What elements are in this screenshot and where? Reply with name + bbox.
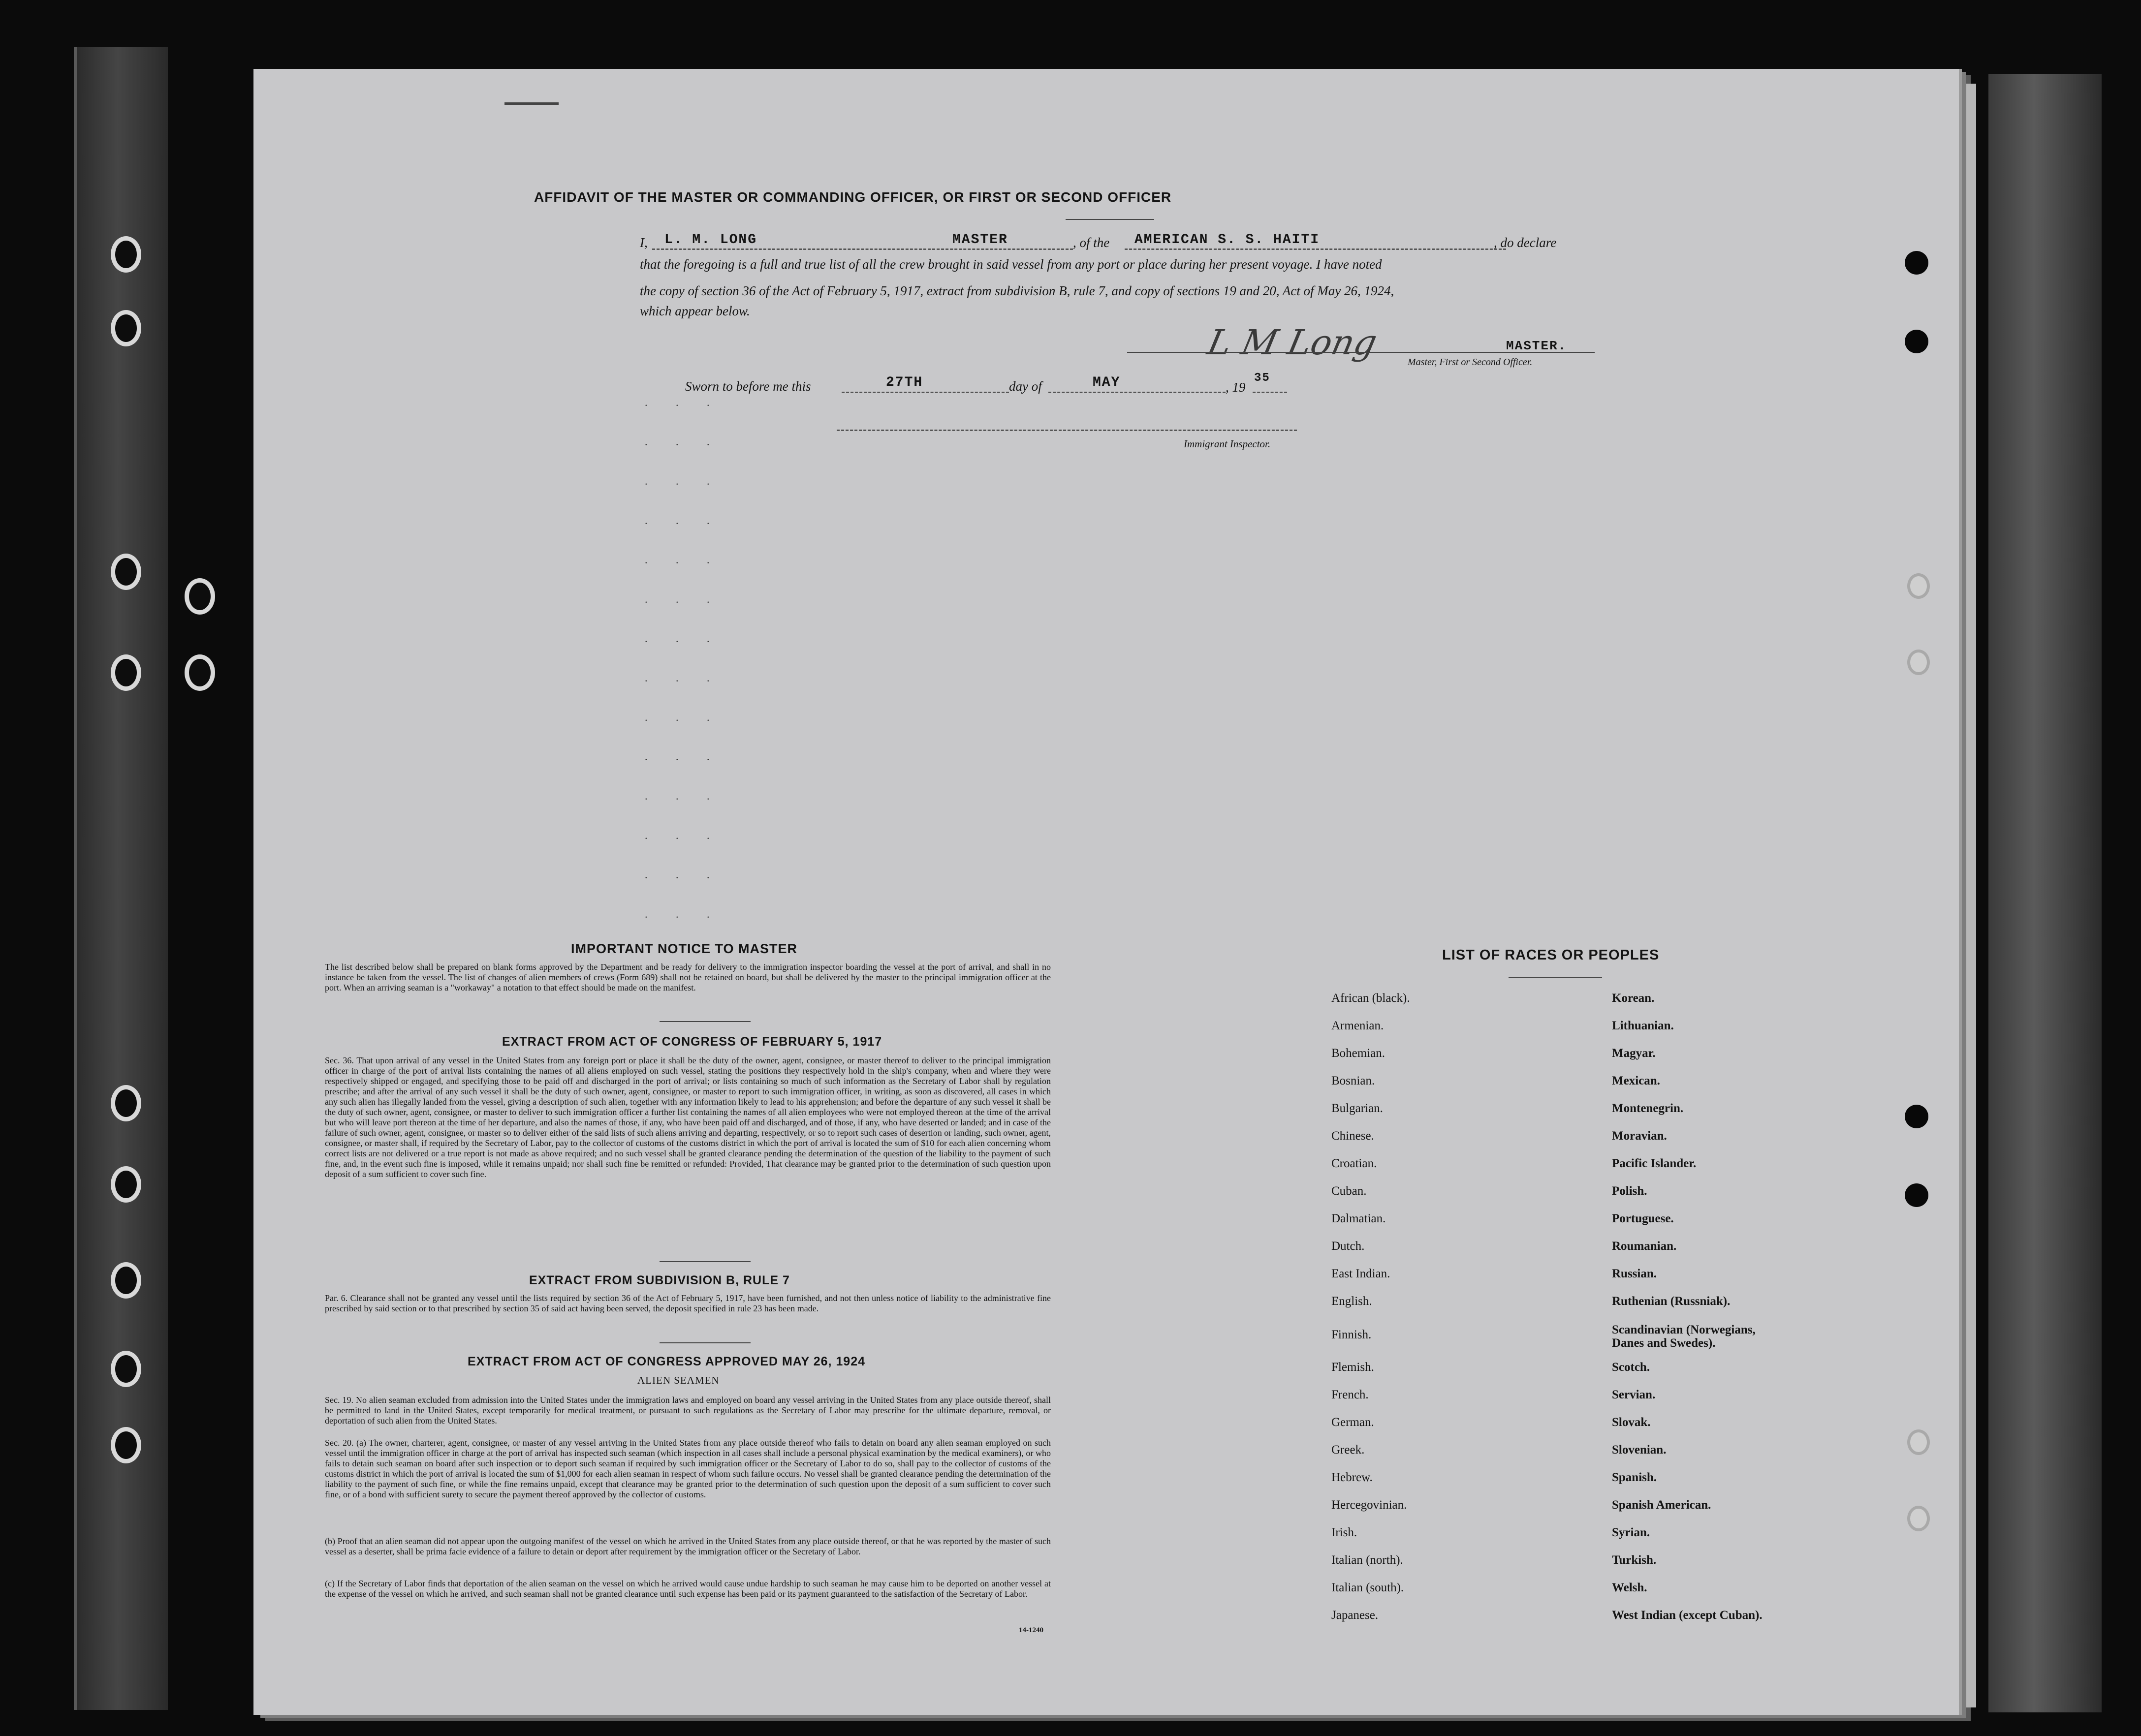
affidavit-title: AFFIDAVIT OF THE MASTER OR COMMANDING OFFICER, OR FIRST OR SECOND OFFICER [534,189,1172,205]
affidavit-line-2: that the foregoing is a full and true list of all the crew brought in said vessel from any port or place during her present voyage. I have noted [640,257,1382,272]
vessel-name: AMERICAN S. S. HAITI [1134,232,1320,248]
race-item: German. [1331,1416,1374,1429]
binder-hole [111,1262,141,1299]
race-item: Magyar. [1612,1047,1656,1060]
dot-marks: . . . [645,672,723,684]
inspector-caption: Immigrant Inspector. [1184,438,1271,450]
race-item: Scandinavian (Norwegians, Danes and Swedes). [1612,1323,1756,1350]
sworn-day: 27TH [886,375,923,390]
dot-marks: . . . [645,750,723,763]
dot-marks: . . . [645,908,723,920]
binder-hole [111,1085,141,1121]
dot-marks: . . . [645,435,723,448]
race-item: Armenian. [1331,1019,1384,1032]
race-item: Bohemian. [1331,1047,1385,1060]
race-item: Bulgarian. [1331,1102,1383,1115]
races-divider [1509,977,1602,978]
top-mark [504,102,559,105]
race-item: Italian (north). [1331,1553,1403,1567]
race-item: Chinese. [1331,1129,1374,1143]
binder-hole [1905,251,1928,275]
binder-hole [111,554,141,590]
race-item: Slovenian. [1612,1443,1667,1457]
race-item: Hebrew. [1331,1471,1373,1484]
race-item: Lithuanian. [1612,1019,1674,1032]
extract-1917-body: Sec. 36. That upon arrival of any vessel in the United States from any foreign port or place it shall be the duty of the owner, agent, consignee, or master thereof to deliver to the principal immigration officer in charge of the port of arrival lists containing the names of all aliens employed on such vessel, stating the positions they respectively hold in the ship's company, when and where they were respectively shipped or engaged, and specifying those to be paid off and discharged in the port of arrival; or lists containing so much of such information as the Secretary of Labor shall by regulation prescribe; and after the arrival of any such vessel it shall be the duty of such owner, agent, consignee, or master to report to such immigration officer, in writing, as soon as discovered, all cases in which any such alien has illegally landed from the vessel, giving a description of such alien, together with any information likely to lead to his apprehension; and before the departure of any such vessel it shall be the duty of such owner, agent, consignee, or master to deliver to such immigration officer a further list containing the names of all alien employees who were not employed thereon at the time of the arrival but who will leave port thereon at the time of her departure, and also the names of those, if any, who have been paid off and discharged, and of those, if any, who have deserted or landed; and in case of the failure of such owner, agent, consignee, or master so to deliver either of the said lists of such aliens arriving and departing, respectively, or so to report such cases of desertion or landing, such owner, agent, consignee, or master shall, if required by the Secretary of Labor, pay to the collector of customs of the customs district in which the port of arrival is located the sum of $10 for each alien concerning whom correct lists are not delivered or a true report is not made as above required; and no such vessel shall be granted clearance pending the determination of the question of the liability to the payment of such fine, and, in the event such fine is imposed, while it remains unpaid; nor shall such fine be remitted or refunded: Provided, That clearance may be granted prior to the determination of such question upon deposit of a sum sufficient to cover such fine. [325,1055,1051,1179]
sworn-month: MAY [1093,375,1121,390]
form-number: 14-1240 [1019,1626,1043,1634]
dot-marks: . . . [645,593,723,605]
sec-20a-text: Sec. 20. (a) The owner, charterer, agent, consignee, or master of any vessel arriving in the United States from any place outside thereof who fails to detain on board any alien seaman employed on such vessel until the immigration officer in charge at the port of arrival has inspected such seaman (which inspection in all cases shall include a personal physical examination by the medical examiners), or who fails to detain such seaman on board after such inspection or to deport such seaman if required by such immigration officer or the Secretary of Labor to do so, shall pay to the collector of customs of the customs district in which the port of arrival is located the sum of $1,000 for each alien seaman in respect of whom such failure occurs. No vessel shall be granted clearance pending the determination of the liability to the payment of such fine, or while the fine remains unpaid, except that clearance may be granted prior to the determination of such question upon the deposit of a sum sufficient to cover such fine, or of a bond with sufficient surety to secure the payment thereof approved by the collector of customs. [325,1438,1051,1499]
binder-hole [1905,1183,1928,1207]
signature-caption: Master, First or Second Officer. [1408,357,1533,368]
dot-marks: . . . [645,632,723,645]
dot-marks: . . . [645,868,723,881]
binder-hole [111,310,141,346]
race-item: Italian (south). [1331,1581,1404,1594]
dot-marks: . . . [645,711,723,723]
subdivision-b-title: EXTRACT FROM SUBDIVISION B, RULE 7 [529,1273,790,1287]
do-declare-label: , do declare [1494,235,1557,250]
binder-hole [1907,1506,1930,1531]
binder-hole [1907,573,1930,599]
race-item: Mexican. [1612,1074,1660,1087]
affidavit-line-3: the copy of section 36 of the Act of February 5, 1917, extract from subdivision B, rule 7, and copy of sections 19 and 20, Act of May 26, 1924, [640,283,1394,298]
of-the-label: , of the [1073,235,1110,250]
race-item: Japanese. [1331,1609,1379,1622]
section-divider [660,1261,751,1262]
sworn-label: Sworn to before me this [685,379,811,394]
dot-marks: . . . [645,790,723,802]
binder-hole [111,1166,141,1203]
master-signature: L M Long [1204,322,1381,363]
race-item: Ruthenian (Russniak). [1612,1295,1731,1308]
sec-19-text: Sec. 19. No alien seaman excluded from admission into the United States under the immigration laws and employed on board any vessel arriving in the United States from any place outside thereof, shall be permitted to land in the United States, except temporarily for medical treatment, or pursuant to such regulations as the Secretary of Labor may prescribe for the ultimate departure, removal, or deportation of such alien from the United States. [325,1395,1051,1426]
master-name: L. M. LONG [664,232,757,248]
race-item: Polish. [1612,1184,1647,1198]
binder-hole [1905,330,1928,353]
race-item: Spanish American. [1612,1498,1711,1512]
sec-20c-text: (c) If the Secretary of Labor finds that deportation of the alien seaman on the vessel on which he arrived would cause undue hardship to such seaman he may cause him to be deported on another vessel at the expense of the vessel on which he arrived, and such seaman shall not be granted clearance until such expense has been paid or its payment guaranteed to the satisfaction of the Secretary of Labor. [325,1579,1051,1599]
race-item: Croatian. [1331,1157,1377,1170]
race-item: English. [1331,1295,1372,1308]
title-divider [1066,219,1154,220]
signature-title: MASTER. [1506,339,1567,353]
binder-hole [111,654,141,691]
dot-marks: . . . [645,554,723,566]
binder-hole [111,1427,141,1463]
race-item: Moravian. [1612,1129,1667,1143]
race-item: Flemish. [1331,1361,1374,1374]
binder-hole [1905,1105,1928,1128]
dot-marks: . . . [645,475,723,487]
month-underline [1048,392,1226,393]
subdivision-b-body: Par. 6. Clearance shall not be granted any vessel until the lists required by section 36 of the Act of February 5, 1917, have been furnished, and not then unless notice of liability to the administrative fine prescribed by said section or to that prescribed by section 35 of said act having been served, the deposit specified in rule 23 has been made. [325,1293,1051,1313]
race-item: Greek. [1331,1443,1365,1457]
master-rank: MASTER [952,232,1008,248]
year-suffix: 35 [1254,372,1270,385]
name-underline [652,248,1073,250]
race-item: Dalmatian. [1331,1212,1386,1225]
race-item: Bosnian. [1331,1074,1375,1087]
race-item: Montenegrin. [1612,1102,1684,1115]
race-item: Scotch. [1612,1361,1650,1374]
race-item: Finnish. [1331,1328,1372,1341]
race-item: Syrian. [1612,1526,1650,1539]
dot-marks: . . . [645,829,723,841]
race-item: Pacific Islander. [1612,1157,1697,1170]
race-item: Hercegovinian. [1331,1498,1407,1512]
race-item: East Indian. [1331,1267,1390,1280]
affidavit-i-label: I, [640,235,648,250]
dot-marks: . . . [645,514,723,527]
race-item: Cuban. [1331,1184,1367,1198]
race-item: Irish. [1331,1526,1357,1539]
binder-hole [1907,1429,1930,1455]
race-item: Slovak. [1612,1416,1651,1429]
race-item: Portuguese. [1612,1212,1674,1225]
binder-hole [111,1351,141,1387]
affidavit-line-4: which appear below. [640,304,750,318]
vessel-underline [1125,248,1506,250]
binder-hole [111,236,141,273]
race-item: West Indian (except Cuban). [1612,1609,1763,1622]
sec-20b-text: (b) Proof that an alien seaman did not appear upon the outgoing manifest of the vessel on which he arrived in the United States from any place outside thereof, or that he was reported by the master of such vessel as a deserter, shall be prima facie evidence of a failure to detain or deport after requirement by the immigration officer or the Secretary of Labor. [325,1536,1051,1556]
alien-seamen-subtitle: ALIEN SEAMEN [637,1374,720,1386]
binder-hole [185,578,215,615]
race-item: Turkish. [1612,1553,1657,1567]
race-item: Welsh. [1612,1581,1647,1594]
notice-body: The list described below shall be prepared on blank forms approved by the Department and be ready for delivery to the immigration inspector boarding the vessel at the port of arrival, and shall in no instance be taken from the vessel. The list of changes of alien members of crews (Form 689) shall not be retained on board, but shall be delivered by the master to the principal immigration officer at the port. When an arriving seaman is a "workaway" a notation to that effect should be made on the manifest. [325,962,1051,992]
year-underline [1253,392,1287,393]
race-item: Korean. [1612,992,1655,1005]
race-item: Dutch. [1331,1240,1365,1253]
race-item: Spanish. [1612,1471,1657,1484]
race-item: Roumanian. [1612,1240,1677,1253]
day-underline [842,392,1009,393]
binder-hole [1907,650,1930,675]
extract-1917-title: EXTRACT FROM ACT OF CONGRESS OF FEBRUARY 5, 1917 [502,1035,882,1049]
extract-1924-title: EXTRACT FROM ACT OF CONGRESS APPROVED MAY 26, 1924 [468,1355,866,1368]
races-title: LIST OF RACES OR PEOPLES [1442,947,1660,963]
inspector-line [837,430,1297,431]
binder-hole [185,654,215,691]
race-item: Servian. [1612,1388,1656,1401]
section-divider [660,1021,751,1022]
binder-strip-right [1988,74,2102,1712]
day-of-label: day of [1009,379,1042,394]
dot-marks: . . . [645,396,723,408]
race-item: African (black). [1331,992,1410,1005]
section-divider [660,1342,751,1343]
page-stack-edge [1966,84,1976,1707]
notice-title: IMPORTANT NOTICE TO MASTER [571,941,797,956]
year-prefix: , 19 [1226,380,1246,395]
race-item: French. [1331,1388,1369,1401]
race-item: Russian. [1612,1267,1657,1280]
